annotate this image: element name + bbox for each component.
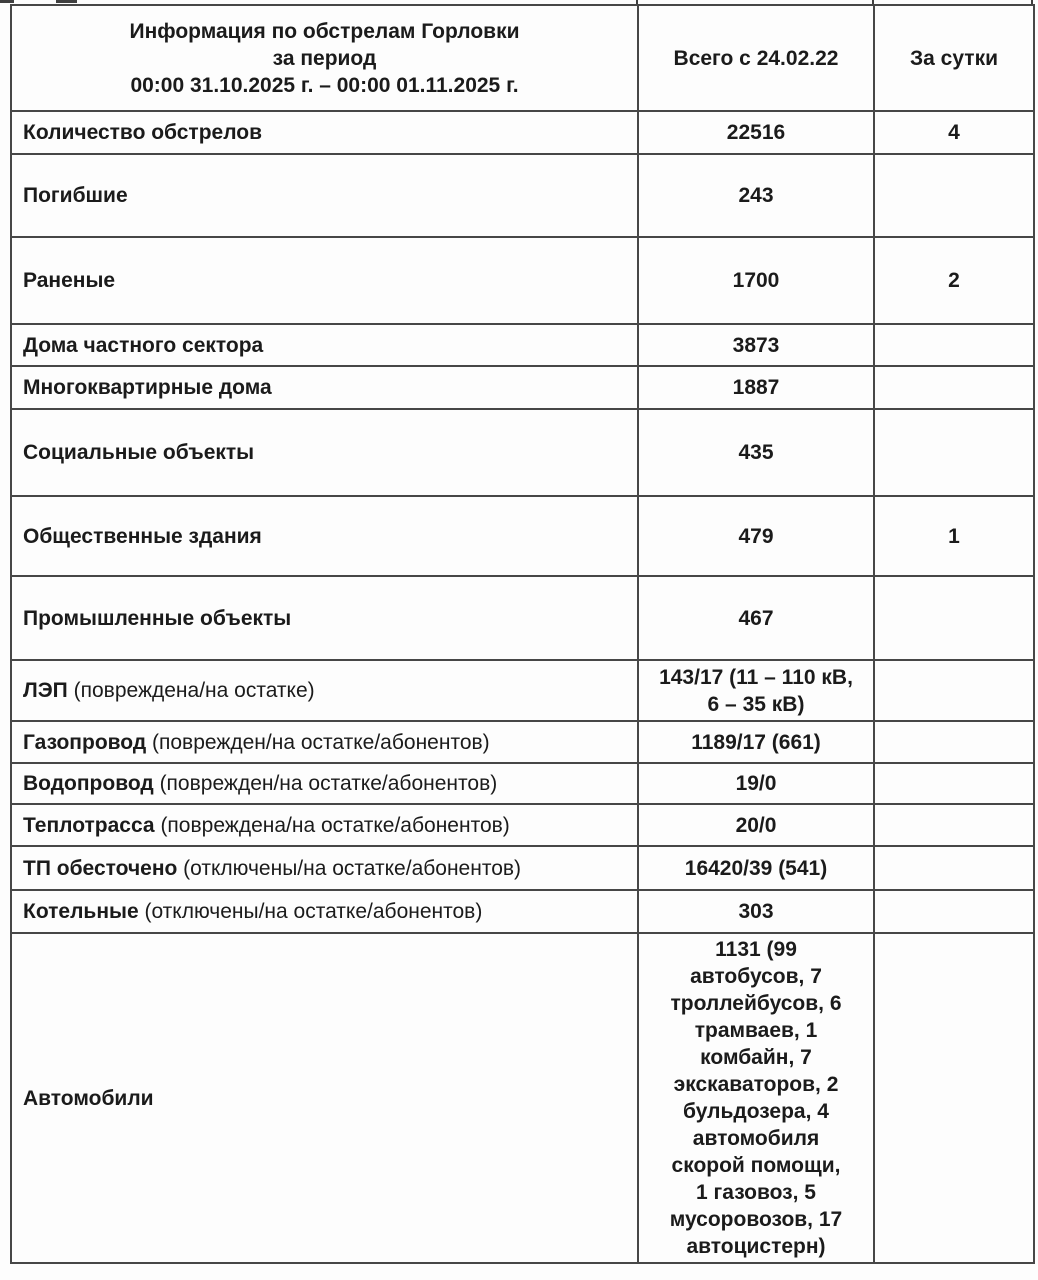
total-value-cell <box>638 763 874 804</box>
daily-value-cell <box>874 721 1034 763</box>
row-label-term: Многоквартирные дома <box>23 376 272 399</box>
total-value-text: 1131 (99 автобусов, 7 троллейбусов, 6 трамваев, 1 комбайн, 7 экскаваторов, 2 бульдозера, 4 автомобиля скорой помощи, 1 газовоз, 5 мусоровозов, 17 автоцистерн) <box>669 938 843 1258</box>
total-value-text: 19/0 <box>735 772 777 795</box>
daily-value-cell <box>874 154 1034 237</box>
row-label-note: (поврежден/на остатке/абонентов) <box>146 730 490 754</box>
table-row <box>11 721 1034 763</box>
total-value-cell <box>638 846 874 890</box>
total-value-cell <box>638 496 874 576</box>
table-row <box>11 890 1034 933</box>
table-row <box>11 804 1034 846</box>
total-value-text: 479 <box>738 524 774 548</box>
row-label-term: Газопровод <box>23 730 147 754</box>
daily-value-cell: 2 <box>874 237 1034 324</box>
row-label-note: (поврежден/на остатке/абонентов) <box>153 772 498 795</box>
daily-value-cell <box>874 660 1034 721</box>
header-row <box>11 5 1034 111</box>
row-label-cell <box>11 846 638 890</box>
daily-value-cell: 4 <box>874 111 1034 154</box>
total-value-text: 1700 <box>732 269 780 292</box>
row-label-cell <box>11 324 638 366</box>
row-label-cell <box>11 111 638 154</box>
row-label-note: (повреждена/на остатке) <box>67 679 315 702</box>
total-value-text: 3873 <box>732 333 780 357</box>
column-header-daily: За сутки <box>874 5 1034 111</box>
row-label-term: Котельные <box>23 900 139 923</box>
row-label-cell <box>11 409 638 496</box>
total-value-cell <box>638 721 874 763</box>
row-label-term: Теплотрасса <box>23 813 155 837</box>
row-label-cell <box>11 496 638 576</box>
daily-value-cell <box>874 409 1034 496</box>
total-value-text: 22516 <box>726 121 786 144</box>
title-line-1: Информация по обстрелам Горловки <box>129 19 520 43</box>
total-value-text: 1189/17 (661) <box>691 730 821 754</box>
total-value-cell <box>638 237 874 324</box>
row-label-term: Погибшие <box>23 184 128 207</box>
row-label-term: Общественные здания <box>23 524 262 548</box>
title-line-2: за период <box>272 46 377 70</box>
table-row <box>11 409 1034 496</box>
cropped-row-remnant <box>56 0 77 3</box>
row-label-cell <box>11 576 638 660</box>
row-label-cell <box>11 890 638 933</box>
table-row <box>11 660 1034 721</box>
total-value-cell <box>638 324 874 366</box>
row-label-cell <box>11 237 638 324</box>
cropped-row-remnant <box>0 0 14 3</box>
column-header-total: Всего с 24.02.22 <box>638 5 874 111</box>
row-label-cell <box>11 660 638 721</box>
row-label-term: Раненые <box>23 269 116 292</box>
title-line-3: 00:00 31.10.2025 г. – 00:00 01.11.2025 г. <box>130 73 519 97</box>
row-label-term: Количество обстрелов <box>23 121 263 144</box>
row-label-cell <box>11 154 638 237</box>
total-value-cell <box>638 890 874 933</box>
table-row <box>11 576 1034 660</box>
total-value-cell <box>638 409 874 496</box>
table-row <box>11 324 1034 366</box>
table-row <box>11 366 1034 409</box>
row-label-note: (отключены/на остатке/абонентов) <box>138 900 483 923</box>
row-label-cell <box>11 804 638 846</box>
table-row <box>11 111 1034 154</box>
table-row <box>11 846 1034 890</box>
row-label-note: (отключены/на остатке/абонентов) <box>177 856 522 880</box>
total-value-text: 467 <box>738 606 774 630</box>
row-label-term: ТП обесточено <box>23 856 178 880</box>
table-body <box>11 111 1034 1263</box>
row-label-term: Автомобили <box>23 1086 154 1110</box>
row-label-term: Социальные объекты <box>23 441 255 464</box>
row-label-cell <box>11 366 638 409</box>
total-value-text: 435 <box>738 441 774 464</box>
row-label-note: (повреждена/на остатке/абонентов) <box>154 813 510 837</box>
daily-value-cell <box>874 846 1034 890</box>
total-value-text: 16420/39 (541) <box>684 856 828 880</box>
total-value-cell <box>638 660 874 721</box>
daily-value-cell <box>874 804 1034 846</box>
daily-value-cell <box>874 576 1034 660</box>
total-value-text: 20/0 <box>735 813 777 837</box>
row-label-term: Промышленные объекты <box>23 606 292 630</box>
row-label-term: Дома частного сектора <box>23 333 264 357</box>
table-row <box>11 496 1034 576</box>
table-row <box>11 933 1034 1263</box>
row-label-cell <box>11 763 638 804</box>
total-value-text: 1887 <box>732 376 780 399</box>
daily-value-cell <box>874 366 1034 409</box>
table-row <box>11 237 1034 324</box>
total-value-cell <box>638 576 874 660</box>
daily-value-cell <box>874 324 1034 366</box>
total-value-text: 143/17 (11 – 110 кВ, 6 – 35 кВ) <box>659 665 853 716</box>
daily-value-cell: 1 <box>874 496 1034 576</box>
row-label-term: Водопровод <box>23 772 154 795</box>
shelling-info-table <box>10 4 1035 1264</box>
total-value-cell <box>638 111 874 154</box>
table-row <box>11 763 1034 804</box>
table-row <box>11 154 1034 237</box>
daily-value-cell <box>874 933 1034 1263</box>
row-label-cell <box>11 933 638 1263</box>
table-title <box>11 5 638 111</box>
daily-value-cell <box>874 763 1034 804</box>
row-label-term: ЛЭП <box>23 679 68 702</box>
total-value-text: 243 <box>738 184 774 207</box>
total-value-text: 303 <box>738 900 774 923</box>
total-value-cell <box>638 366 874 409</box>
daily-value-cell <box>874 890 1034 933</box>
total-value-cell <box>638 154 874 237</box>
total-value-cell <box>638 804 874 846</box>
total-value-cell <box>638 933 874 1263</box>
row-label-cell <box>11 721 638 763</box>
